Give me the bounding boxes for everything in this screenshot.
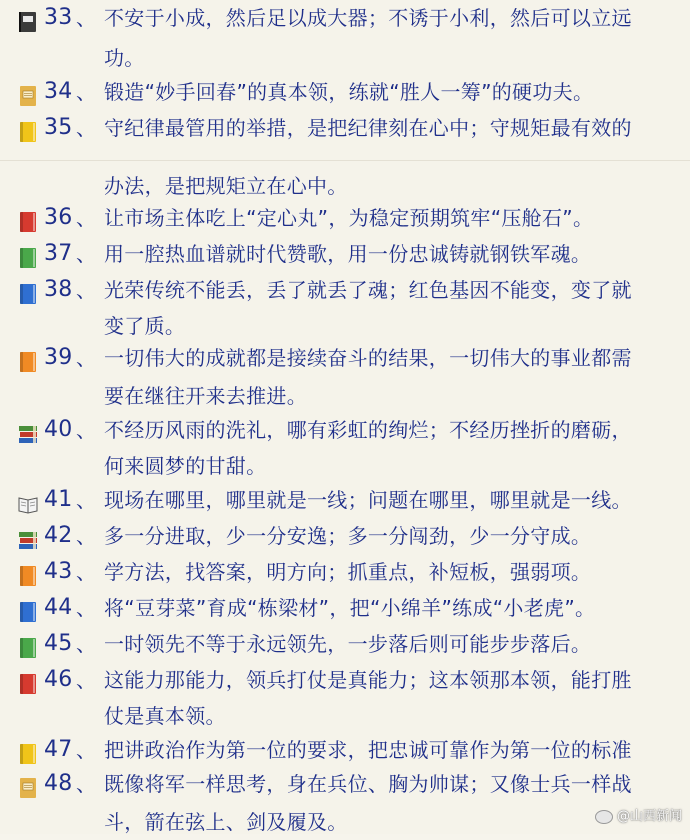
divider <box>0 160 690 161</box>
item-text: 锻造“妙手回春”的真本领，练就“胜人一筹”的硬功夫。 <box>104 80 594 104</box>
item-text: 将“豆芽菜”育成“栋梁材”，把“小绵羊”练成“小老虎”。 <box>104 596 596 620</box>
blue-book-icon <box>18 598 38 620</box>
item-text-continuation: 办法，是把规矩立在心中。 <box>104 174 348 198</box>
green-book-icon <box>18 634 38 656</box>
notebook-icon <box>18 8 38 30</box>
item-text: 这能力那能力，领兵打仗是真能力；这本领那本领，能打胜 <box>104 668 632 692</box>
notebook-icon <box>18 740 38 762</box>
books-stack-icon <box>18 420 38 442</box>
item-text: 光荣传统不能丢，丢了就丢了魂；红色基因不能变，变了就 <box>104 278 632 302</box>
orange-book-icon <box>18 562 38 584</box>
ledger-icon <box>18 82 38 104</box>
item-text: 既像将军一样思考，身在兵位、胸为帅谋；又像士兵一样战 <box>104 772 632 796</box>
item-text-continuation: 何来圆梦的甘甜。 <box>104 454 267 478</box>
item-text: 学方法，找答案，明方向；抓重点，补短板，强弱项。 <box>104 560 592 584</box>
item-separator: 、 <box>76 632 97 656</box>
item-number: 35 <box>44 115 73 140</box>
item-text: 一切伟大的成就都是接续奋斗的结果，一切伟大的事业都需 <box>104 346 632 370</box>
item-separator: 、 <box>76 560 97 584</box>
item-text-continuation: 要在继往开来去推进。 <box>104 384 307 408</box>
item-text: 不经历风雨的洗礼，哪有彩虹的绚烂；不经历挫折的磨砺， <box>104 418 632 442</box>
item-number: 44 <box>44 595 73 620</box>
item-number: 40 <box>44 417 73 442</box>
item-number: 34 <box>44 79 73 104</box>
item-separator: 、 <box>76 738 97 762</box>
item-text: 不安于小成，然后足以成大器；不诱于小利，然后可以立远 <box>104 6 632 30</box>
item-number: 43 <box>44 559 73 584</box>
item-text: 用一腔热血谱就时代赞歌，用一份忠诚铸就钢铁军魂。 <box>104 242 592 266</box>
item-number: 48 <box>44 771 73 796</box>
item-separator: 、 <box>76 346 97 370</box>
item-separator: 、 <box>76 418 97 442</box>
red-book-icon <box>18 208 38 230</box>
item-text-continuation: 仗是真本领。 <box>104 704 226 728</box>
item-number: 46 <box>44 667 73 692</box>
item-separator: 、 <box>76 206 97 230</box>
item-number: 47 <box>44 737 73 762</box>
item-text: 把讲政治作为第一位的要求，把忠诚可靠作为第一位的标准 <box>104 738 632 762</box>
item-text-continuation: 变了质。 <box>104 314 186 338</box>
watermark <box>595 805 682 824</box>
item-separator: 、 <box>76 80 97 104</box>
item-text: 一时领先不等于永远领先，一步落后则可能步步落后。 <box>104 632 592 656</box>
item-number: 41 <box>44 487 73 512</box>
item-separator: 、 <box>76 596 97 620</box>
item-text: 守纪律最管用的举措，是把纪律刻在心中；守规矩最有效的 <box>104 116 632 140</box>
ledger-icon <box>18 774 38 796</box>
item-separator: 、 <box>76 116 97 140</box>
item-text-continuation: 功。 <box>104 46 145 70</box>
item-number: 37 <box>44 241 73 266</box>
item-number: 36 <box>44 205 73 230</box>
blue-book-icon <box>18 280 38 302</box>
item-number: 45 <box>44 631 73 656</box>
orange-book-icon <box>18 348 38 370</box>
item-text: 多一分进取，少一分安逸；多一分闯劲，少一分守成。 <box>104 524 592 548</box>
weibo-logo-icon <box>595 810 613 824</box>
item-separator: 、 <box>76 6 97 30</box>
books-stack-icon <box>18 526 38 548</box>
green-book-icon <box>18 244 38 266</box>
item-separator: 、 <box>76 772 97 796</box>
item-text: 现场在哪里，哪里就是一线；问题在哪里，哪里就是一线。 <box>104 488 632 512</box>
item-number: 39 <box>44 345 73 370</box>
item-number: 38 <box>44 277 73 302</box>
item-text-continuation: 斗，箭在弦上、剑及履及。 <box>104 810 348 834</box>
item-separator: 、 <box>76 278 97 302</box>
item-separator: 、 <box>76 668 97 692</box>
item-number: 33 <box>44 5 73 30</box>
notebook-icon <box>18 118 38 140</box>
item-number: 42 <box>44 523 73 548</box>
item-separator: 、 <box>76 242 97 266</box>
watermark-text: @山西新闻 <box>616 809 682 824</box>
item-text: 让市场主体吃上“定心丸”，为稳定预期筑牢“压舱石”。 <box>104 206 594 230</box>
item-separator: 、 <box>76 488 97 512</box>
red-book-icon <box>18 670 38 692</box>
item-separator: 、 <box>76 524 97 548</box>
open-book-icon <box>18 490 38 512</box>
